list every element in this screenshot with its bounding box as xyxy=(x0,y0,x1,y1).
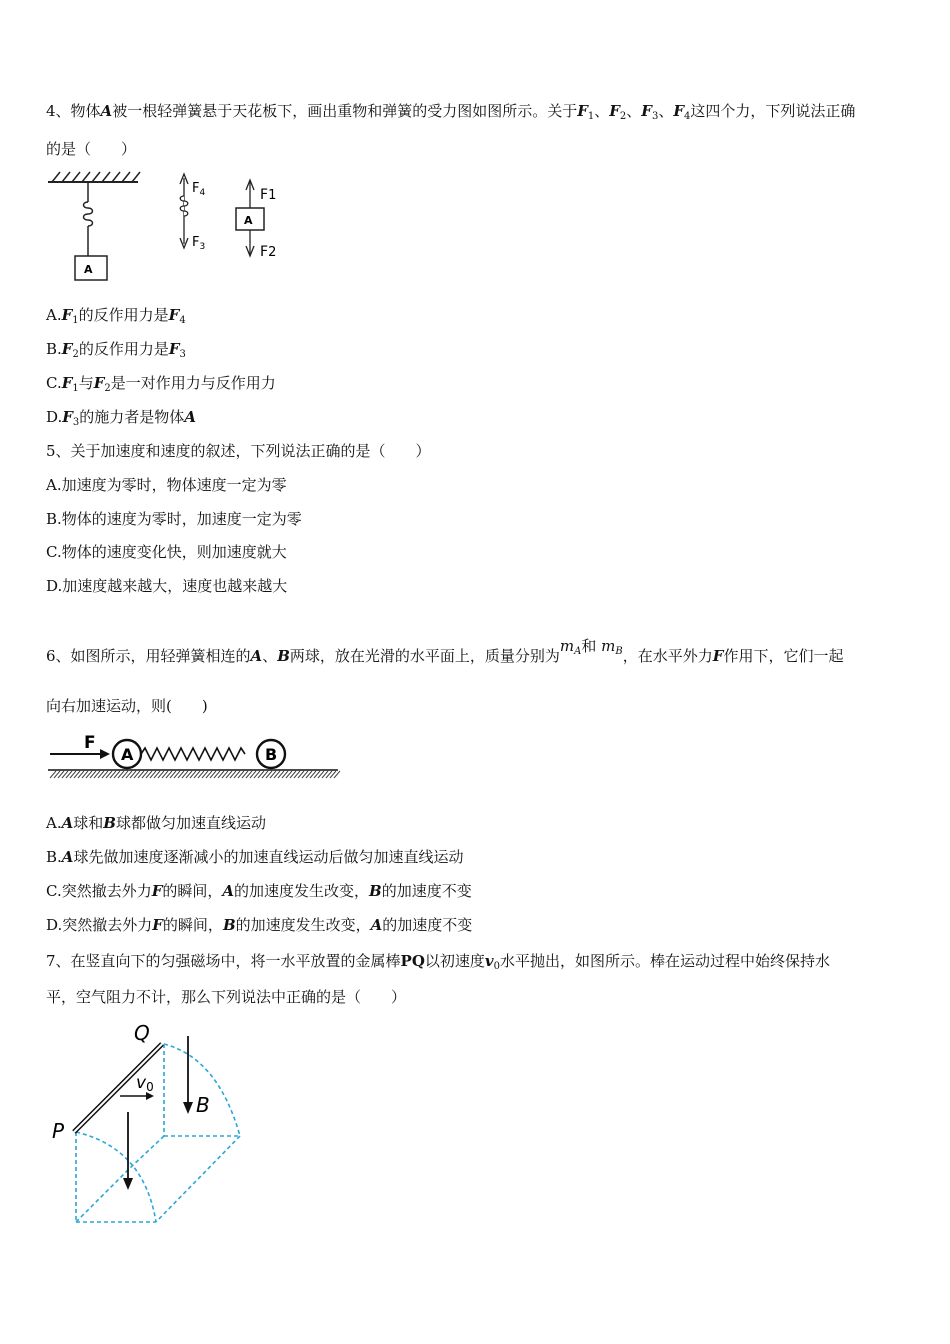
q6-spring-balls-figure xyxy=(46,728,342,784)
and-word: 和 xyxy=(581,637,597,655)
f4-label: $F_4$ xyxy=(192,181,206,198)
fall-arrowhead xyxy=(123,1178,133,1190)
ball-a-symbol: A xyxy=(222,882,235,900)
f-sub: 2 xyxy=(104,383,111,394)
ball-b-symbol: B xyxy=(277,647,290,665)
f-symbol: F xyxy=(609,102,620,120)
f-symbol: F xyxy=(93,374,105,392)
q6-stem-line1 xyxy=(46,637,844,673)
option-text: 的施力者是物体 xyxy=(79,408,185,426)
trajectory-arc-bottom xyxy=(76,1132,156,1222)
option-label: A. xyxy=(46,306,62,324)
f3-label: $F_3$ xyxy=(192,235,206,252)
option-text: 的加速度不变 xyxy=(381,882,472,900)
ball-b-symbol: B xyxy=(222,916,236,934)
f-sub: 2 xyxy=(619,111,627,122)
option-label: B. xyxy=(46,340,62,358)
q4-stem-line1 xyxy=(46,100,855,128)
q6-stem-text: ，在水平外力 xyxy=(622,647,713,665)
f-symbol: F xyxy=(641,102,652,120)
f-symbol: F xyxy=(62,408,73,426)
f-symbol: F xyxy=(168,306,180,324)
q7-stem-line2: 平，空气阻力不计，那么下列说法中正确的是（ ） xyxy=(46,988,407,1006)
box-edge-right-diagonal xyxy=(156,1136,240,1222)
q7-stem-text: 以初速度 xyxy=(424,952,485,970)
q6-stem-text: 作用下，它们一起 xyxy=(723,647,844,665)
f-symbol: F xyxy=(168,340,180,358)
ball-a-label: A xyxy=(121,745,134,764)
option-label: D. xyxy=(46,408,63,426)
option-text: 是一对作用力与反作用力 xyxy=(110,374,276,392)
block-a-fbd-label: A xyxy=(244,214,253,227)
f-sub: 4 xyxy=(684,111,691,122)
ceiling-hatch xyxy=(52,172,140,182)
q4-option-c xyxy=(46,372,276,400)
q4-stem-text: 这四个力，下列说法正确 xyxy=(690,102,856,120)
force-symbol: F xyxy=(152,916,163,934)
f-symbol: F xyxy=(61,340,73,358)
option-text: 球先做加速度逐渐减小的加速直线运动后做匀加速直线运动 xyxy=(73,848,464,866)
f-sub: 2 xyxy=(72,349,79,360)
force-symbol: F xyxy=(712,647,724,665)
sep: 、 xyxy=(626,102,642,120)
velocity-symbol: v xyxy=(484,952,494,970)
q4-stem-text: 4、物体 xyxy=(46,102,101,120)
ball-a-symbol: A xyxy=(370,916,383,934)
force-symbol: F xyxy=(151,882,163,900)
label-b: B xyxy=(196,1093,210,1117)
trajectory-box xyxy=(76,1044,240,1222)
f-sub: 3 xyxy=(651,111,659,122)
f-symbol: F xyxy=(673,102,684,120)
force-arrowhead xyxy=(100,749,110,759)
f2-label: F2 xyxy=(260,244,277,260)
option-text: 的反作用力是 xyxy=(78,306,169,324)
ball-a-symbol: A xyxy=(61,848,74,866)
q4-spring-figure xyxy=(44,168,294,286)
q6-stem-line2: 向右加速运动，则( ) xyxy=(46,697,208,715)
q7-stem-text: 水平抛出，如图所示。棒在运动过程中始终保持水 xyxy=(500,952,831,970)
q4-option-d xyxy=(46,406,196,434)
sep: 、 xyxy=(658,102,674,120)
q6-stem-text: 两球，放在光滑的水平面上，质量分别为 xyxy=(289,647,560,665)
velocity-sub: 0 xyxy=(493,961,501,972)
option-text: 的加速度发生改变， xyxy=(235,916,371,934)
option-label: C. xyxy=(46,374,62,392)
body-a: A xyxy=(184,408,196,426)
f-sub: 4 xyxy=(179,315,186,326)
mass-symbols xyxy=(560,637,623,655)
option-label: B. xyxy=(46,848,62,866)
rod-pq-symbol: PQ xyxy=(400,952,425,970)
mass-a: m xyxy=(559,637,575,655)
q7-stem-text: 7、在竖直向下的匀强磁场中，将一水平放置的金属棒 xyxy=(46,952,401,970)
q6-option-c xyxy=(46,880,472,902)
f-sub: 1 xyxy=(72,383,79,394)
q4-option-b xyxy=(46,338,186,366)
mass-b-sub: B xyxy=(615,646,623,657)
f-sub: 3 xyxy=(179,349,186,360)
ball-a-symbol: A xyxy=(61,814,74,832)
q5-option-a: A.加速度为零时，物体速度一定为零 xyxy=(46,476,287,494)
ground-hatch xyxy=(50,771,340,778)
field-arrowhead xyxy=(183,1102,193,1114)
q4-option-a xyxy=(46,304,186,332)
force-label: F xyxy=(84,733,96,753)
f1-label: F1 xyxy=(260,187,277,203)
f-symbol: F xyxy=(61,306,73,324)
q5-option-c: C.物体的速度变化快，则加速度就大 xyxy=(46,543,287,561)
option-text: 球和 xyxy=(73,814,104,832)
block-a-label: A xyxy=(84,263,93,276)
small-spring-coil xyxy=(180,196,188,216)
label-v0: v0 xyxy=(136,1073,154,1094)
q6-option-b xyxy=(46,846,463,868)
ball-b-symbol: B xyxy=(369,882,382,900)
option-text: 的加速度不变 xyxy=(382,916,473,934)
q7-stem-line1 xyxy=(46,950,830,978)
f-symbol: F xyxy=(577,102,588,120)
q5-option-d: D.加速度越来越大，速度也越来越大 xyxy=(46,577,288,595)
box-edge-diagonal xyxy=(130,1136,164,1168)
option-text: 的反作用力是 xyxy=(78,340,169,358)
q4-stem-line2: 的是（ ） xyxy=(46,140,137,158)
f-sub: 3 xyxy=(72,417,80,428)
option-text: 球都做匀加速直线运动 xyxy=(115,814,266,832)
option-text: 的加速度发生改变， xyxy=(234,882,370,900)
q6-stem-text: 6、如图所示，用轻弹簧相连的 xyxy=(46,647,251,665)
option-text: 与 xyxy=(78,374,94,392)
ball-b-label: B xyxy=(265,745,278,764)
option-label: D.突然撤去外力 xyxy=(46,916,153,934)
q4-stem-text: 被一根轻弹簧悬于天花板下，画出重物和弹簧的受力图如图所示。关于 xyxy=(112,102,578,120)
q6-option-d xyxy=(46,914,472,936)
box-edge-inner-diagonal xyxy=(76,1168,130,1222)
label-q: Q xyxy=(134,1021,150,1045)
ball-b-symbol: B xyxy=(103,814,116,832)
option-label: C.突然撤去外力 xyxy=(46,882,152,900)
q7-magnetic-field-figure xyxy=(46,1018,256,1230)
option-label: A. xyxy=(46,814,62,832)
label-p: P xyxy=(52,1119,65,1143)
spring xyxy=(141,748,245,760)
spring-coil xyxy=(84,202,93,226)
q5-option-b: B.物体的速度为零时，加速度一定为零 xyxy=(46,510,302,528)
f-symbol: F xyxy=(61,374,73,392)
trajectory-arc-top xyxy=(164,1044,240,1136)
sep: 、 xyxy=(262,647,278,665)
ball-a-symbol: A xyxy=(250,647,263,665)
f-sub: 1 xyxy=(587,111,595,122)
option-text: 的瞬间， xyxy=(162,882,223,900)
mass-a-sub: A xyxy=(574,646,582,657)
q6-option-a xyxy=(46,812,266,834)
q5-stem: 5、关于加速度和速度的叙述，下列说法正确的是（ ） xyxy=(46,442,431,460)
mass-b: m xyxy=(601,637,616,655)
sep: 、 xyxy=(594,102,610,120)
f-sub: 1 xyxy=(72,315,79,326)
option-text: 的瞬间， xyxy=(162,916,223,934)
q4-body-a: A xyxy=(100,102,113,120)
